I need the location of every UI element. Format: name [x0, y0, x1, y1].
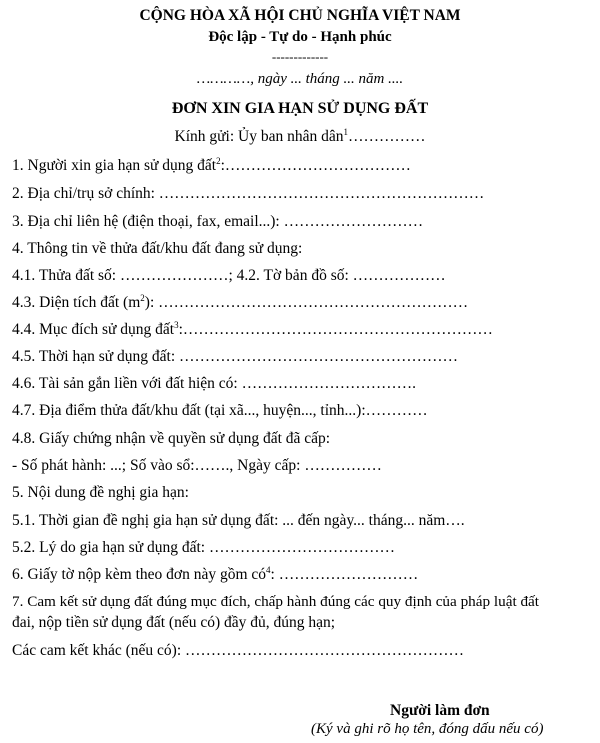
separator: ------------- — [271, 49, 329, 64]
form-line: 3. Địa chỉ liên hệ (điện thoại, fax, email...): ……………………… — [12, 213, 424, 230]
date-line: …………, ngày ... tháng ... năm .... — [196, 71, 404, 87]
form-line: - Số phát hành: ...; Số vào sổ:……., Ngày cấp: …………… — [12, 457, 382, 474]
form-line: 5.1. Thời gian đề nghị gia hạn sử dụng đất: ... đến ngày... tháng... năm…. — [12, 512, 465, 529]
form-line: 4.8. Giấy chứng nhận về quyền sử dụng đất đã cấp: — [12, 430, 331, 447]
form-line: 6. Giấy tờ nộp kèm theo đơn này gồm $có^4$: ……………………… — [12, 565, 419, 583]
form-line: 7. Cam kết sử dụng đất đúng mục đích, chấp hành đúng các quy định của pháp luật đất — [12, 593, 540, 610]
form-line: 1. Người xin gia hạn sử dụng đất$^2$:……………………………… — [12, 156, 411, 174]
form-line: 4.7. Địa điểm thửa đất/khu đất (tại xã..., huyện..., tỉnh...):………… — [12, 402, 428, 419]
form-line: 5. Nội dung đề nghị gia hạn: — [12, 484, 189, 501]
motto: Độc lập - Tự do - Hạnh phúc — [208, 29, 392, 45]
form-line: 4. Thông tin về thửa đất/khu đất đang sử dụng: — [12, 240, 303, 257]
form-line: 4.4. Mục đích sử dụng đất$^3$:…………………………………………………… — [12, 320, 493, 338]
form-line: 2. Địa chỉ/trụ sở chính: ……………………………………………………… — [12, 185, 485, 202]
form-line: 4.5. Thời hạn sử dụng đất: ……………………………………………… — [12, 348, 458, 365]
form-line: Các cam kết khác (nếu có): ……………………………………………… — [12, 642, 464, 659]
form-line: 4.3. Diện tích đất $(m^2)$: …………………………………………………… — [12, 293, 469, 311]
footnote-4: 4 — [266, 565, 271, 575]
superscript-2: 2 — [140, 293, 145, 303]
form-line: 5.2. Lý do gia hạn sử dụng đất: ……………………………… — [12, 539, 395, 556]
recipient-line: Kính gửi: Ủy ban nhân dân$^1$…………… — [174, 127, 426, 145]
national-title: CỘNG HÒA XÃ HỘI CHỦ NGHĨA VIỆT NAM — [139, 7, 461, 24]
footnote-2: 2 — [216, 156, 221, 166]
form-line: 4.1. Thửa đất số: …………………; 4.2. Tờ bản đồ số: ……………… — [12, 267, 446, 284]
form-line: 4.6. Tài sản gắn liền với đất hiện có: ……………………………. — [12, 375, 416, 392]
footnote-3: 3 — [174, 320, 179, 330]
signature-instruction: (Ký và ghi rõ họ tên, đóng dấu nếu có) — [311, 721, 544, 737]
form-line: đai, nộp tiền sử dụng đất (nếu có) đầy đủ, đúng hạn; — [12, 614, 336, 631]
footnote-1: 1 — [343, 127, 348, 137]
signature-title: Người làm đơn — [390, 702, 490, 719]
form-title: ĐƠN XIN GIA HẠN SỬ DỤNG ĐẤT — [171, 100, 429, 117]
